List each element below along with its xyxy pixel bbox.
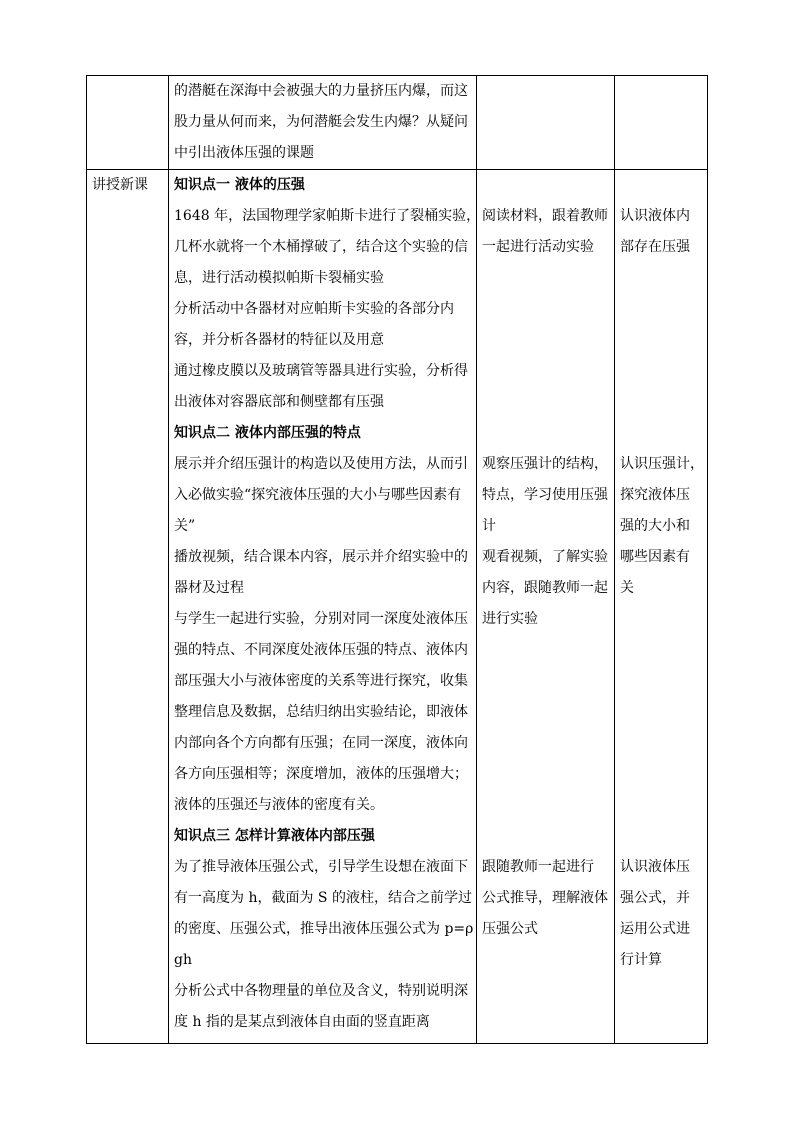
kp1-title: 知识点一 液体的压强	[174, 177, 305, 193]
kp2-student-line: 特点，学习使用压强	[482, 487, 608, 503]
kp2-line: 强的特点、不同深度处液体压强的特点、液体内	[174, 642, 468, 658]
kp3-line: gh	[174, 952, 192, 968]
kp1-student-line: 阅读材料，跟着教师	[482, 208, 608, 224]
kp2-line: 液体的压强还与液体的密度有关。	[174, 797, 384, 813]
kp1-line: 息，进行活动模拟帕斯卡裂桶实验	[174, 270, 384, 286]
kp2-goal-line: 关	[620, 580, 634, 596]
intro-goal-cell	[615, 76, 708, 170]
kp3-line: 为了推导液体压强公式，引导学生设想在液面下	[174, 859, 468, 875]
kp3-title: 知识点三 怎样计算液体内部压强	[174, 828, 375, 844]
kp2-goal-line: 哪些因素有	[620, 549, 690, 565]
kp2-title: 知识点二 液体内部压强的特点	[174, 425, 361, 441]
kp2-line: 入必做实验“探究液体压强的大小与哪些因素有	[174, 487, 462, 503]
kp2-goal-line: 探究液体压	[620, 487, 690, 503]
kp1-line: 出液体对容器底部和侧壁都有压强	[174, 394, 384, 410]
kp2-goal-line: 认识压强计，	[620, 456, 704, 472]
kp1-goal-line: 部存在压强	[620, 239, 690, 255]
kp2-line: 内部向各个方向都有压强；在同一深度，液体向	[174, 735, 468, 751]
kp3-line: 度 h 指的是某点到液体自由面的竖直距离	[174, 1014, 430, 1030]
intro-line: 的潜艇在深海中会被强大的力量挤压内爆，而这	[174, 83, 468, 99]
intro-stage-cell	[87, 76, 169, 170]
kp1-line: 通过橡皮膜以及玻璃管等器具进行实验，分析得	[174, 363, 468, 379]
kp2-line: 展示并介绍压强计的构造以及使用方法，从而引	[174, 456, 468, 472]
kp3-line: 分析公式中各物理量的单位及含义，特别说明深	[174, 983, 468, 999]
kp3-student-line: 跟随教师一起进行	[482, 859, 594, 875]
kp3-goal-line: 行计算	[620, 952, 662, 968]
lesson-plan-table	[86, 75, 708, 1044]
intro-line: 股力量从何而来，为何潜艇会发生内爆？从疑问	[174, 114, 468, 130]
kp3-student-line: 压强公式	[482, 921, 538, 937]
kp2-line: 部压强大小与液体密度的关系等进行探究，收集	[174, 673, 468, 689]
kp2-student-line: 进行实验	[482, 611, 538, 627]
main-row	[87, 170, 708, 1044]
kp2-goal-line: 强的大小和	[620, 518, 690, 534]
stage-cell	[87, 170, 169, 1044]
kp2-line: 播放视频，结合课本内容，展示并介绍实验中的	[174, 549, 468, 565]
kp2-student-line: 观察压强计的结构，	[482, 456, 608, 472]
student-activity-cell	[477, 170, 615, 1044]
kp2-line: 器材及过程	[174, 580, 244, 596]
kp2-line: 与学生一起进行实验，分别对同一深度处液体压	[174, 611, 468, 627]
intro-student-cell	[477, 76, 615, 170]
kp3-goal-line: 强公式，并	[620, 890, 690, 906]
kp1-line: 分析活动中各器材对应帕斯卡实验的各部分内	[174, 301, 454, 317]
kp1-line: 几杯水就将一个木桶撑破了，结合这个实验的信	[174, 239, 468, 255]
teacher-activity-cell	[169, 170, 481, 1044]
intro-content-cell	[169, 76, 477, 170]
intro-row	[87, 76, 708, 170]
kp3-goal-line: 认识液体压	[620, 859, 690, 875]
design-goal-cell	[615, 170, 708, 1044]
kp3-student-line: 公式推导，理解液体	[482, 890, 608, 906]
kp3-line: 有一高度为 h，截面为 S 的液柱，结合之前学过	[174, 890, 472, 906]
kp1-line: 容，并分析各器材的特征以及用意	[174, 332, 384, 348]
kp2-student-line: 计	[482, 518, 496, 534]
stage-label: 讲授新课	[92, 177, 148, 193]
kp2-student-line: 观看视频，了解实验	[482, 549, 608, 565]
kp2-line: 各方向压强相等；深度增加，液体的压强增大；	[174, 766, 468, 782]
intro-line: 中引出液体压强的课题	[174, 145, 314, 161]
kp3-line: 的密度、压强公式，推导出液体压强公式为 p=ρ	[174, 921, 474, 937]
kp2-line: 整理信息及数据，总结归纳出实验结论，即液体	[174, 704, 468, 720]
kp1-student-line: 一起进行活动实验	[482, 239, 594, 255]
kp1-line: 1648 年，法国物理学家帕斯卡进行了裂桶实验，	[174, 208, 481, 224]
kp3-goal-line: 运用公式进	[620, 921, 690, 937]
kp2-student-line: 内容，跟随教师一起	[482, 580, 608, 596]
kp1-goal-line: 认识液体内	[620, 208, 690, 224]
kp2-line: 关”	[174, 518, 196, 534]
